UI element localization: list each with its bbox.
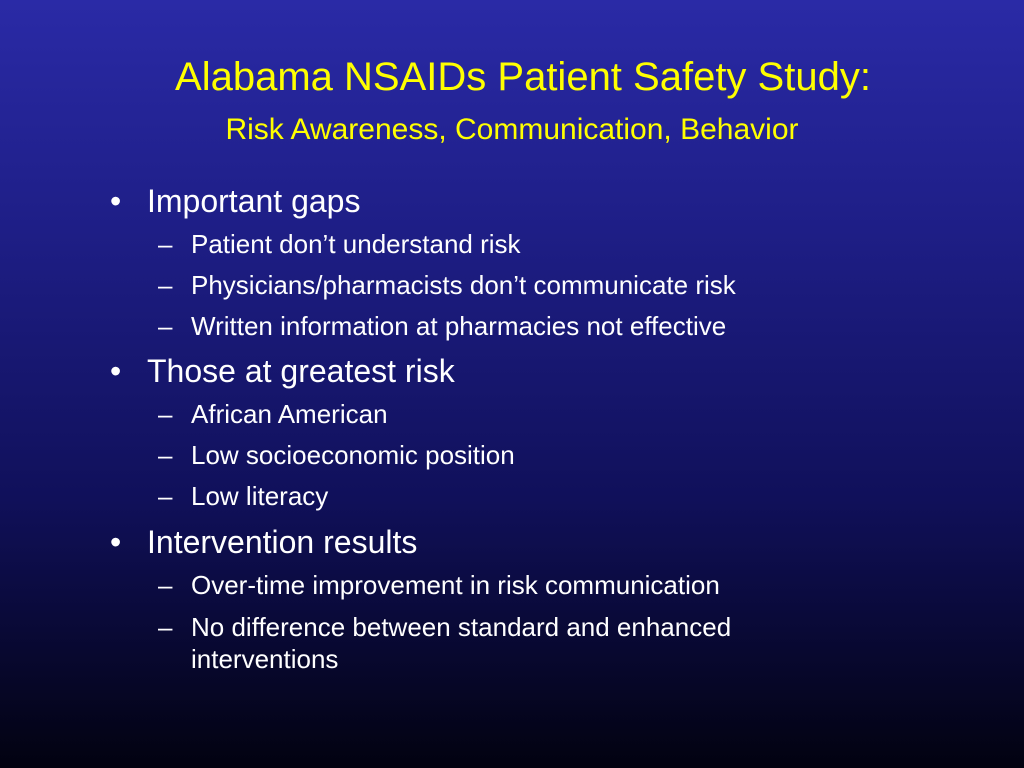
- sub-item-text: Written information at pharmacies not effective: [191, 311, 727, 341]
- sub-bullet-marker: –: [158, 229, 173, 259]
- sub-item-text: Over-time improvement in risk communication: [191, 570, 720, 600]
- sub-bullet-marker: –: [158, 270, 173, 300]
- sub-bullet-marker: –: [158, 570, 173, 600]
- sub-bullet-marker: –: [158, 440, 173, 470]
- sub-bullet-marker: –: [158, 481, 173, 511]
- bullet-text: Those at greatest risk: [147, 353, 455, 389]
- sub-item-text: Patient don’t understand risk: [191, 229, 521, 259]
- sub-item-text: interventions: [191, 644, 339, 674]
- sub-item-text: Low socioeconomic position: [191, 440, 515, 470]
- sub-bullet-marker: –: [158, 311, 173, 341]
- slide-title: Alabama NSAIDs Patient Safety Study:: [175, 55, 871, 99]
- bullet-marker: •: [110, 183, 122, 219]
- bullet-marker: •: [110, 353, 122, 389]
- sub-item-text: No difference between standard and enhanced: [191, 612, 732, 642]
- sub-item-text: Low literacy: [191, 481, 329, 511]
- bullet-marker: •: [110, 524, 122, 560]
- sub-bullet-marker: –: [158, 612, 173, 642]
- sub-bullet-marker: –: [158, 399, 173, 429]
- sub-item-text: Physicians/pharmacists don’t communicate risk: [191, 270, 736, 300]
- bullet-text: Important gaps: [147, 183, 361, 219]
- bullet-text: Intervention results: [147, 524, 418, 560]
- slide-subtitle: Risk Awareness, Communication, Behavior: [225, 113, 799, 146]
- sub-item-text: African American: [191, 399, 388, 429]
